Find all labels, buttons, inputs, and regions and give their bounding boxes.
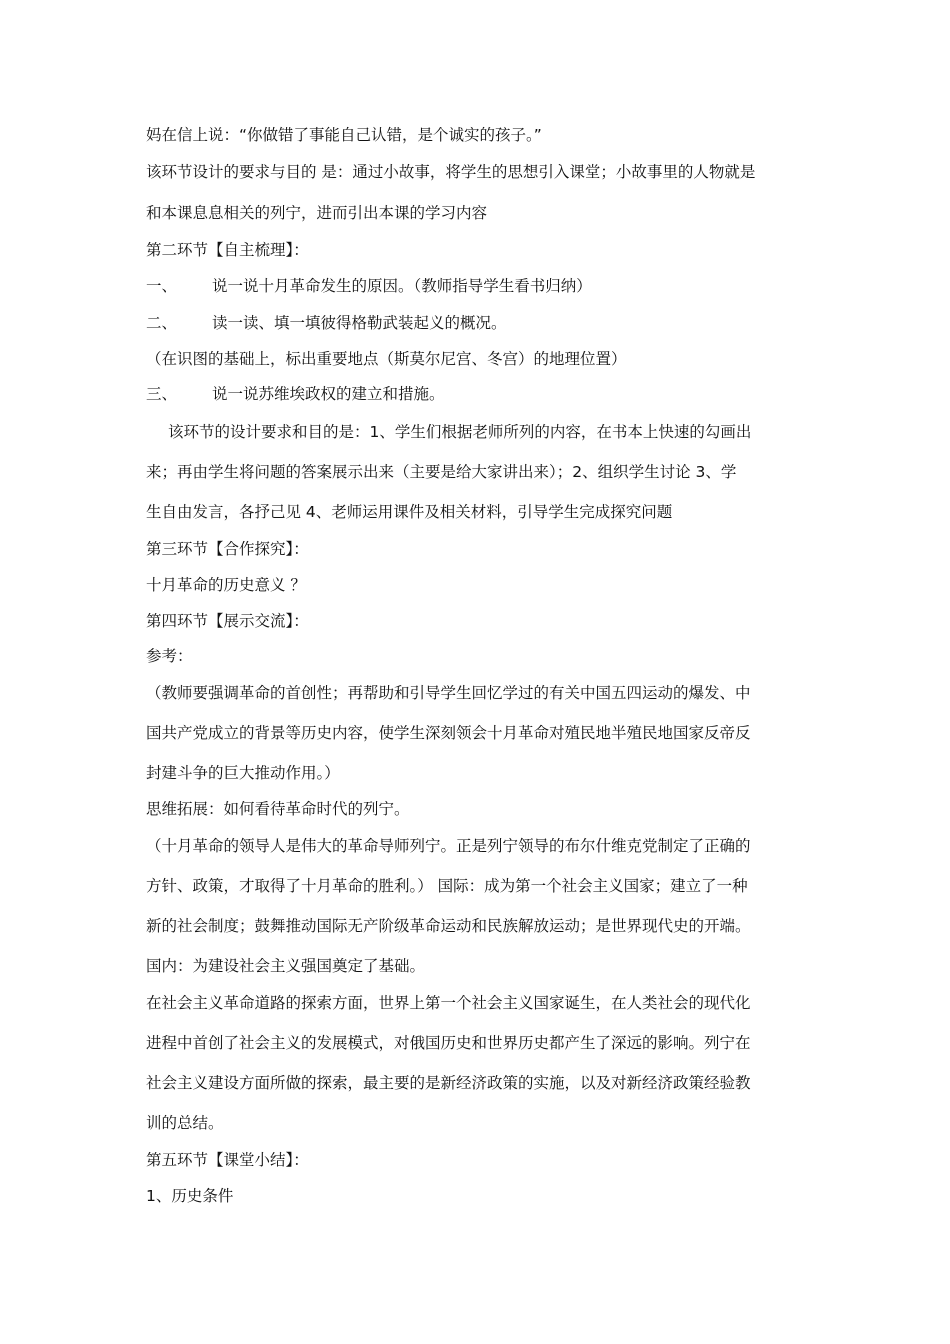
list-item-text: 说一说十月革命发生的原因。（教师指导学生看书归纳） [212, 277, 592, 295]
text-line: 该环节设计的要求与目的 是：通过小故事，将学生的思想引入课堂；小故事里的人物就是 [146, 163, 756, 181]
section-heading: 第四环节【展示交流】： [146, 612, 309, 630]
text-line: 方针、政策，才取得了十月革命的胜利。） 国际：成为第一个社会主义国家；建立了一种 [146, 877, 748, 895]
text-line: 妈在信上说：“你做错了事能自己认错，是个诚实的孩子。” [146, 126, 542, 144]
text-line: （教师要强调革命的首创性；再帮助和引导学生回忆学过的有关中国五四运动的爆发、中 [146, 684, 751, 702]
section-heading: 第三环节【合作探究】： [146, 540, 309, 558]
section-heading: 第五环节【课堂小结】： [146, 1151, 309, 1169]
text-line: 和本课息息相关的列宁，进而引出本课的学习内容 [146, 204, 488, 222]
text-line: （在识图的基础上，标出重要地点（斯莫尔尼宫、冬宫）的地理位置） [146, 350, 627, 368]
list-item-number: 二、 [146, 314, 178, 332]
list-item-number: 一、 [146, 277, 178, 295]
list-item-number: 三、 [146, 385, 178, 403]
text-line: 思维拓展：如何看待革命时代的列宁。 [146, 800, 410, 818]
text-line: 1、历史条件 [146, 1187, 234, 1205]
text-line: 封建斗争的巨大推动作用。） [146, 764, 340, 782]
text-line: 国内：为建设社会主义强国奠定了基础。 [146, 957, 426, 975]
text-line: 十月革命的历史意义 ？ [146, 576, 306, 594]
text-line: 该环节的设计要求和目的是：1、学生们根据老师所列的内容，在书本上快速的勾画出 [168, 423, 752, 441]
text-line: 参考： [146, 647, 193, 665]
text-line: 来；再由学生将问题的答案展示出来（主要是给大家讲出来）；2、组织学生讨论 3、学 [146, 463, 737, 481]
text-line: 国共产党成立的背景等历史内容，使学生深刻领会十月革命对殖民地半殖民地国家反帝反 [146, 724, 751, 742]
text-line: 新的社会制度；鼓舞推动国际无产阶级革命运动和民族解放运动；是世界现代史的开端。 [146, 917, 751, 935]
text-line: （十月革命的领导人是伟大的革命导师列宁。正是列宁领导的布尔什维克党制定了正确的 [146, 837, 751, 855]
text-line: 训的总结。 [146, 1114, 224, 1132]
text-line: 生自由发言，各抒己见 4、老师运用课件及相关材料，引导学生完成探究问题 [146, 503, 673, 521]
text-line: 进程中首创了社会主义的发展模式，对俄国历史和世界历史都产生了深远的影响。列宁在 [146, 1034, 751, 1052]
section-heading: 第二环节【自主梳理】： [146, 241, 309, 259]
list-item-text: 说一说苏维埃政权的建立和措施。 [212, 385, 445, 403]
text-line: 在社会主义革命道路的探索方面，世界上第一个社会主义国家诞生，在人类社会的现代化 [146, 994, 751, 1012]
list-item-text: 读一读、填一填彼得格勒武装起义的概况。 [212, 314, 507, 332]
text-line: 社会主义建设方面所做的探索，最主要的是新经济政策的实施，以及对新经济政策经验教 [146, 1074, 751, 1092]
